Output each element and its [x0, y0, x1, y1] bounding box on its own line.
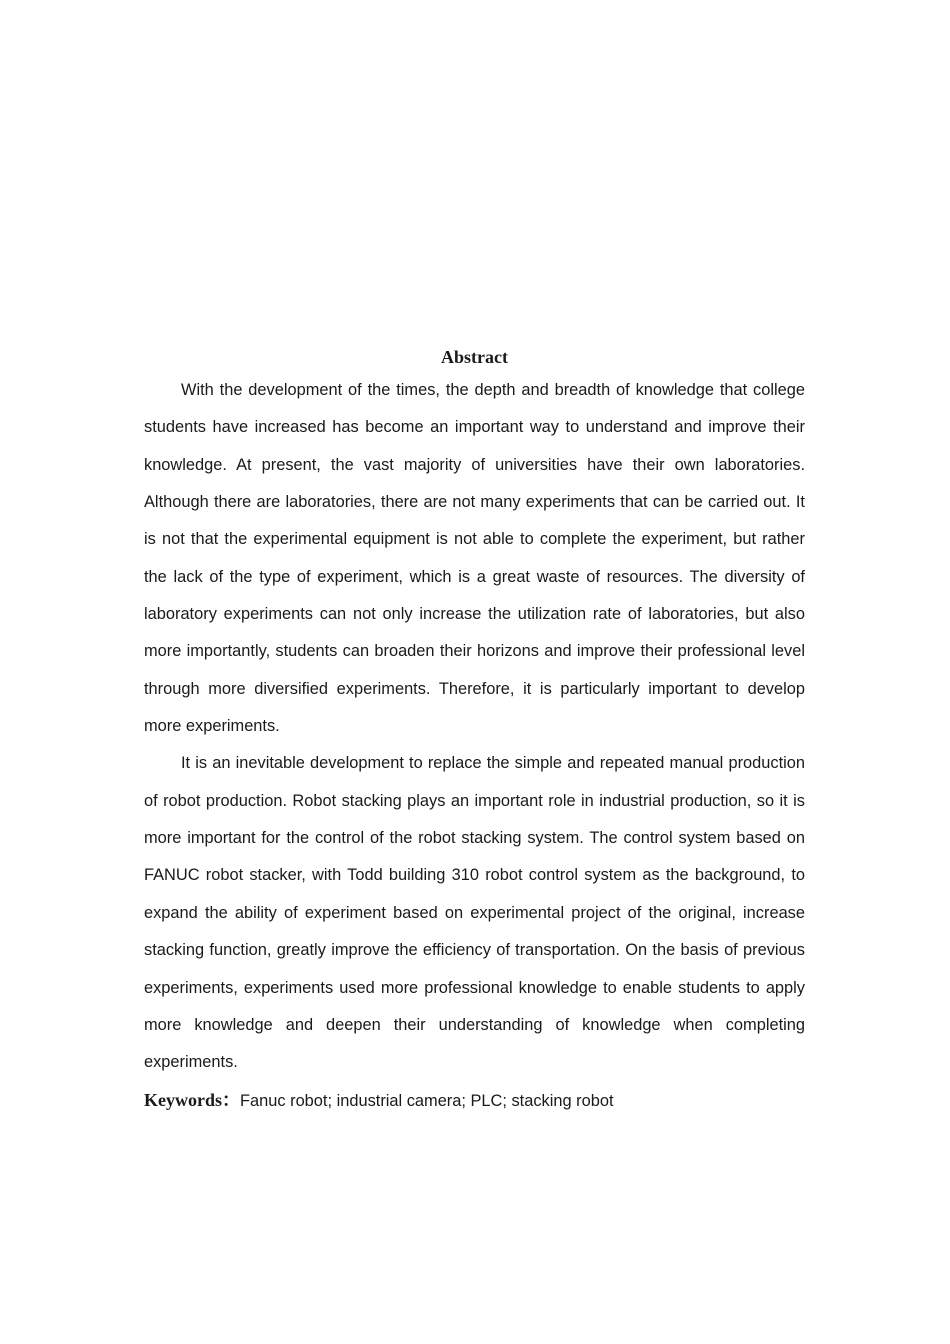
keywords-line	[144, 1082, 805, 1119]
abstract-paragraph-1: With the development of the times, the depth and breadth of knowledge that college students have increased has become an important way to understand and improve their knowledge. At present, the vast majority of universities have their own laboratories. Although there are laboratories, there are not many experiments that can be carried out. It is not that the experimental equipment is not able to complete the experiment, but rather the lack of the type of experiment, which is a great waste of resources. The diversity of laboratory experiments can not only increase the utilization rate of laboratories, but also more importantly, students can broaden their horizons and improve their professional level through more diversified experiments. Therefore, it is particularly important to develop more experiments.	[144, 381, 805, 736]
abstract-heading: Abstract	[441, 347, 508, 367]
abstract-paragraph-2: It is an inevitable development to replace the simple and repeated manual production of robot production. Robot stacking plays an important role in industrial production, so it is more important for the control of the robot stacking system. The control system based on FANUC robot stacker, with Todd building 310 robot control system as the background, to expand the ability of experiment based on experimental project of the original, increase stacking function, greatly improve the efficiency of transportation. On the basis of previous experiments, experiments used more professional knowledge to enable students to apply more knowledge and deepen their understanding of knowledge when completing experiments.	[144, 754, 805, 1072]
abstract-section	[144, 342, 805, 1119]
keywords-label: Keywords：	[144, 1089, 240, 1110]
keywords-text: Fanuc robot; industrial camera; PLC; stacking robot	[240, 1091, 614, 1110]
